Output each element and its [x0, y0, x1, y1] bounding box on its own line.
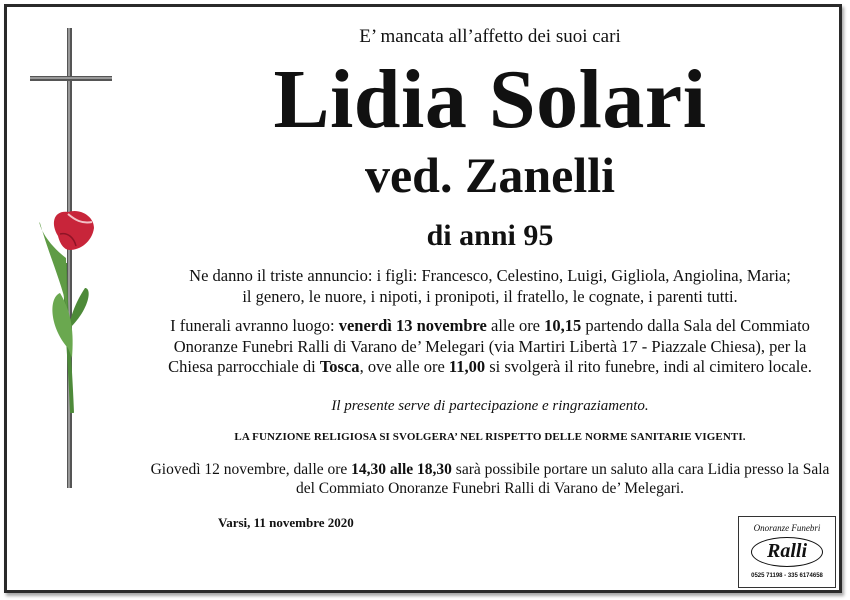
visit-paragraph: [150, 460, 830, 498]
dateline: Varsi, 11 novembre 2020: [218, 515, 354, 530]
funeral-text: partendo dalla Sala del Commiato Onoranze Funebri Ralli di Varano de’ Melegari (via Martiri Libertà 17 - Piazzale Chiesa), per la Chiesa parrocchiale di: [168, 316, 810, 376]
logo-name: Ralli: [751, 537, 823, 567]
funeral-text: si svolgerà il rito funebre, indi al cimitero locale.: [485, 357, 812, 376]
announcement-line-1: Ne danno il triste annuncio: i figli: Francesco, Celestino, Luigi, Gigliola, Angiolina, Maria;: [189, 266, 791, 285]
sanitary-notice: LA FUNZIONE RELIGIOSA SI SVOLGERA’ NEL RISPETTO DELLE NORME SANITARIE VIGENTI.: [234, 431, 746, 443]
funeral-rite-time: 11,00: [448, 357, 486, 376]
funeral-day: venerdì 13 novembre: [338, 316, 487, 335]
decoration: [20, 28, 130, 498]
funeral-text: alle ore: [486, 316, 545, 335]
cross-icon: [30, 28, 112, 488]
funeral-paragraph: [150, 316, 830, 378]
funeral-text: I funerali avranno luogo:: [170, 316, 339, 335]
deceased-age: di anni 95: [426, 219, 554, 252]
closing-line: Il presente serve di partecipazione e ringraziamento.: [331, 398, 649, 414]
funeral-text: , ove alle ore: [359, 357, 449, 376]
announcement-line-2: il genero, le nuore, i nipoti, i pronipoti, il fratello, le cognate, i parenti tutti.: [242, 286, 738, 306]
funeral-time: 10,15: [544, 316, 582, 335]
tulip-icon: [39, 211, 94, 413]
visit-hours: 14,30 alle 18,30: [351, 461, 452, 478]
logo-tagline: Onoranze Funebri: [753, 523, 821, 533]
visit-text: sarà possibile portare un saluto alla cara Lidia presso la Sala del Commiato Onoranze Funebri Ralli di Varano de’ Melegari.: [295, 461, 830, 497]
intro-line: E’ mancata all’affetto dei suoi cari: [359, 26, 621, 47]
deceased-maiden-name: ved. Zanelli: [364, 147, 616, 203]
funeral-church: Tosca: [319, 357, 360, 376]
announcement-paragraph: [150, 266, 830, 307]
visit-text: Giovedì 12 novembre, dalle ore: [150, 461, 352, 478]
deceased-name: Lidia Solari: [273, 53, 707, 146]
logo-phone: 0525 71198 - 335 6174658: [751, 573, 823, 579]
funeral-home-logo: [738, 516, 836, 588]
